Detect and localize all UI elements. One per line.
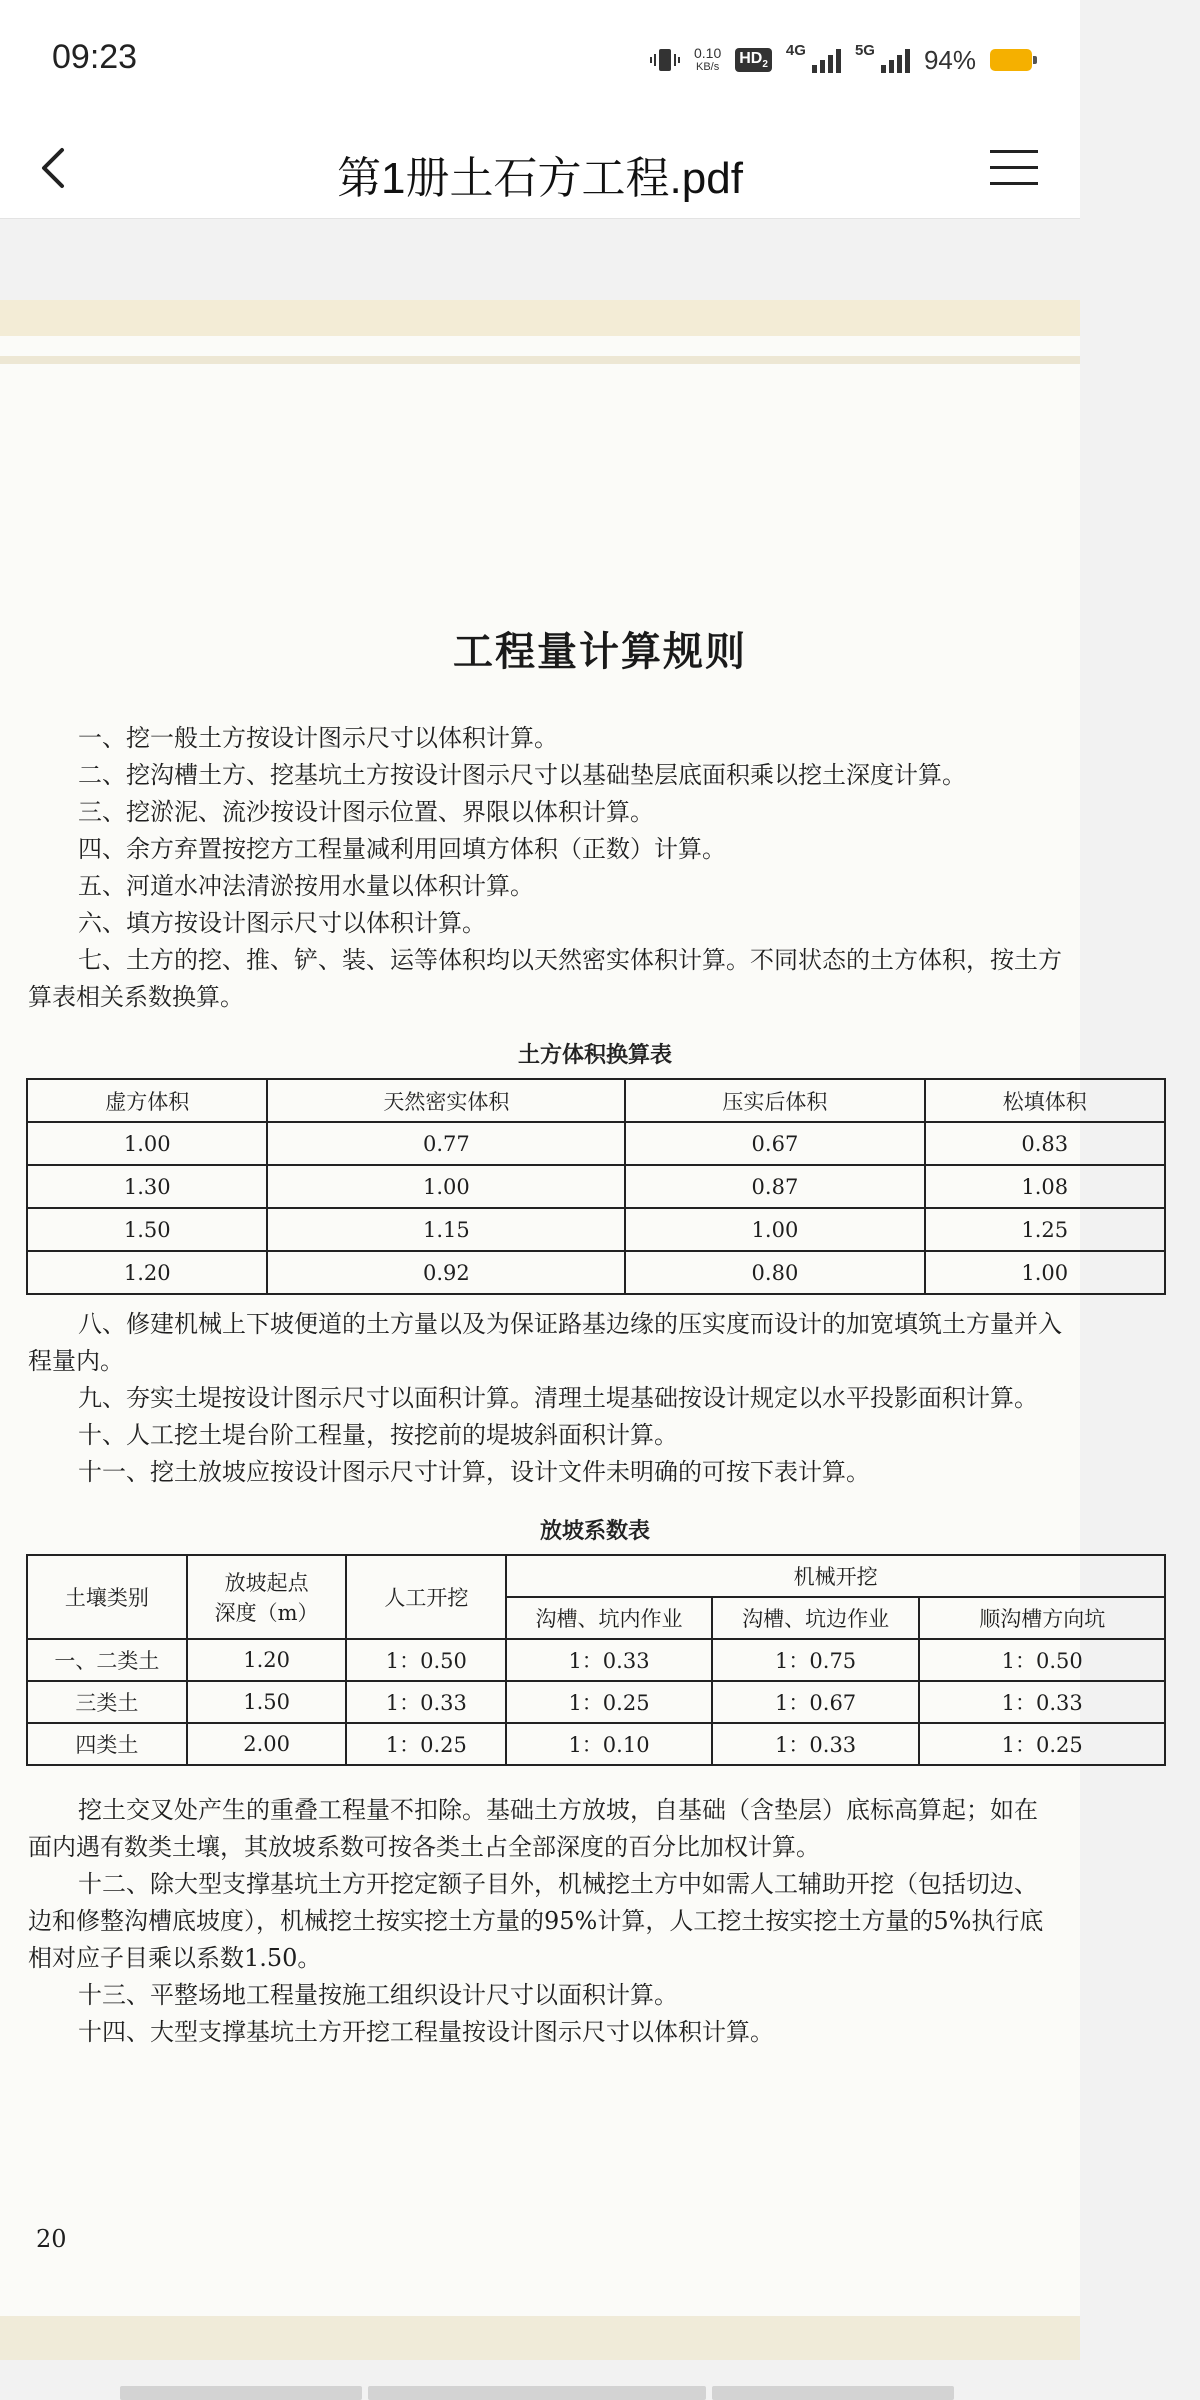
- table-cell: 一、二类土: [27, 1639, 187, 1681]
- table-cell: 1：0.25: [346, 1723, 506, 1765]
- table-header-cell: 虚方体积: [27, 1079, 267, 1122]
- table-cell: 1.50: [27, 1208, 267, 1251]
- signal-icon-1: [812, 47, 841, 73]
- rule-line: 十四、大型支撑基坑土方开挖工程量按设计图示尺寸以体积计算。: [78, 2018, 774, 2046]
- table-cell: 1.00: [27, 1122, 267, 1165]
- table-header-cell: 顺沟槽方向坑: [919, 1597, 1165, 1639]
- rules-section-c: [28, 1792, 1178, 2051]
- table-cell: 1：0.33: [506, 1639, 712, 1681]
- table-cell: 1.50: [187, 1681, 347, 1723]
- table-cell: 1.20: [187, 1639, 347, 1681]
- table-cell: 1.20: [27, 1251, 267, 1294]
- table-cell: 0.83: [925, 1122, 1165, 1165]
- table-row: [27, 1639, 1165, 1681]
- table-cell: 1.30: [27, 1165, 267, 1208]
- table-cell: 三类土: [27, 1681, 187, 1723]
- hd-sub: 2: [762, 59, 768, 71]
- table-cell: 1：0.25: [919, 1723, 1165, 1765]
- rule-line: 算表相关系数换算。: [28, 983, 244, 1011]
- header-depth-line1: 放坡起点: [224, 1571, 309, 1595]
- table-cell: 1.25: [925, 1208, 1165, 1251]
- table-cell: 四类土: [27, 1723, 187, 1765]
- network-speed: [694, 46, 721, 74]
- table-header-cell: 土壤类别: [27, 1555, 187, 1639]
- rule-line: 相对应子目乘以系数1.50。: [28, 1944, 322, 1972]
- page-thumbnail[interactable]: [368, 2386, 706, 2400]
- table-header-cell: 机械开挖: [506, 1555, 1165, 1597]
- slope-coefficient-table: [26, 1554, 1166, 1766]
- table-cell: 1：0.33: [346, 1681, 506, 1723]
- table-cell: 1.00: [267, 1165, 625, 1208]
- table-cell: 0.80: [625, 1251, 924, 1294]
- table-header-cell: 松填体积: [925, 1079, 1165, 1122]
- rule-line: 挖土交叉处产生的重叠工程量不扣除。基础土方放坡，自基础（含垫层）底标高算起；如在: [78, 1796, 1038, 1824]
- rule-line: 十一、挖土放坡应按设计图示尺寸计算，设计文件未明确的可按下表计算。: [78, 1458, 870, 1486]
- table-cell: 1.15: [267, 1208, 625, 1251]
- rule-line: 八、修建机械上下坡便道的土方量以及为保证路基边缘的压实度而设计的加宽填筑土方量并入: [78, 1310, 1062, 1338]
- table-cell: 1：0.33: [712, 1723, 920, 1765]
- rule-line: 边和修整沟槽底坡度），机械挖土按实挖土方量的95%计算，人工挖土按实挖土方量的5%执行底: [28, 1907, 1044, 1935]
- page-thumbnail[interactable]: [712, 2386, 954, 2400]
- app-bar: [0, 118, 1080, 219]
- rule-line: 六、填方按设计图示尺寸以体积计算。: [78, 909, 486, 937]
- rule-line: 二、挖沟槽土方、挖基坑土方按设计图示尺寸以基础垫层底面积乘以挖土深度计算。: [78, 761, 966, 789]
- table-header-cell: 沟槽、坑边作业: [712, 1597, 920, 1639]
- table-cell: 1：0.67: [712, 1681, 920, 1723]
- table-cell: 1：0.50: [919, 1639, 1165, 1681]
- rule-line: 四、余方弃置按挖方工程量减利用回填方体积（正数）计算。: [78, 835, 726, 863]
- rule-line: 三、挖淤泥、流沙按设计图示位置、界限以体积计算。: [78, 798, 654, 826]
- header-depth-line2: 深度（m）: [214, 1601, 319, 1625]
- document-title: 第1册土石方工程.pdf: [337, 154, 743, 203]
- table-row: [27, 1723, 1165, 1765]
- battery-percent: 94%: [923, 44, 976, 75]
- table-cell: 1.00: [925, 1251, 1165, 1294]
- table-cell: 0.92: [267, 1251, 625, 1294]
- table-header-row: [27, 1555, 1165, 1597]
- page-thumbnail-strip[interactable]: [120, 2386, 954, 2400]
- rule-line: 五、河道水冲法清淤按用水量以体积计算。: [78, 872, 534, 900]
- table-header-row: [27, 1079, 1165, 1122]
- table-header-cell: 压实后体积: [625, 1079, 924, 1122]
- table-cell: 2.00: [187, 1723, 347, 1765]
- rules-section-a: [28, 720, 1178, 1016]
- status-bar: [0, 0, 1080, 118]
- table-cell: 1：0.75: [712, 1639, 920, 1681]
- table-row: [27, 1165, 1165, 1208]
- rules-section-b: [28, 1306, 1178, 1491]
- table-row: [27, 1681, 1165, 1723]
- pdf-page[interactable]: [0, 300, 1106, 2360]
- table-header-cell: 沟槽、坑内作业: [506, 1597, 712, 1639]
- hd-label: HD: [739, 49, 763, 67]
- table-cell: 1.00: [625, 1208, 924, 1251]
- page-heading: 工程量计算规则: [453, 628, 747, 675]
- rule-line: 十二、除大型支撑基坑土方开挖定额子目外，机械挖土方中如需人工辅助开挖（包括切边、: [78, 1870, 1038, 1898]
- table-cell: 0.77: [267, 1122, 625, 1165]
- network-type-2: 5G: [854, 41, 875, 59]
- clock: 09:23: [52, 38, 138, 76]
- rule-line: 十、人工挖土堤台阶工程量，按挖前的堤坡斜面积计算。: [78, 1421, 678, 1449]
- rule-line: 七、土方的挖、推、铲、装、运等体积均以天然密实体积计算。不同状态的土方体积，按土方: [78, 946, 1062, 974]
- rule-line: 面内遇有数类土壤，其放坡系数可按各类土占全部深度的百分比加权计算。: [28, 1833, 820, 1861]
- table2-caption: 放坡系数表: [540, 1518, 651, 1544]
- page-number: 20: [36, 2225, 67, 2253]
- table-cell: 1：0.25: [506, 1681, 712, 1723]
- table-cell: 0.87: [625, 1165, 924, 1208]
- table-header-cell: 人工开挖: [346, 1555, 506, 1639]
- table1-caption: 土方体积换算表: [518, 1042, 673, 1068]
- rule-line: 一、挖一般土方按设计图示尺寸以体积计算。: [78, 724, 558, 752]
- hd-voice-icon: [735, 48, 772, 72]
- table-cell: 1.08: [925, 1165, 1165, 1208]
- menu-icon: [986, 142, 1042, 194]
- table-cell: 1：0.33: [919, 1681, 1165, 1723]
- battery-icon: [990, 49, 1032, 71]
- table-row: [27, 1122, 1165, 1165]
- table-header-cell: [187, 1555, 347, 1639]
- network-type-1: 4G: [785, 41, 806, 59]
- rule-line: 九、夯实土堤按设计图示尺寸以面积计算。清理土堤基础按设计规定以水平投影面积计算。: [78, 1384, 1038, 1412]
- table-row: [27, 1251, 1165, 1294]
- scan-edge-top: [0, 300, 1080, 336]
- signal-icon-2: [881, 47, 910, 73]
- vibrate-icon: [650, 47, 680, 73]
- network-speed-value: 0.10: [694, 45, 722, 61]
- table-cell: 1：0.10: [506, 1723, 712, 1765]
- network-speed-unit: KB/s: [696, 61, 720, 73]
- rule-line: 程量内。: [28, 1347, 124, 1375]
- scan-edge-line: [0, 356, 1080, 364]
- table-row: [27, 1208, 1165, 1251]
- soil-volume-table: [26, 1078, 1166, 1295]
- table-header-cell: 天然密实体积: [267, 1079, 625, 1122]
- table-cell: 1：0.50: [346, 1639, 506, 1681]
- menu-button[interactable]: [986, 142, 1042, 194]
- status-icons: [650, 40, 1032, 80]
- page-thumbnail[interactable]: [120, 2386, 362, 2400]
- table-cell: 0.67: [625, 1122, 924, 1165]
- scan-edge-bottom: [0, 2316, 1080, 2360]
- rule-line: 十三、平整场地工程量按施工组织设计尺寸以面积计算。: [78, 1981, 678, 2009]
